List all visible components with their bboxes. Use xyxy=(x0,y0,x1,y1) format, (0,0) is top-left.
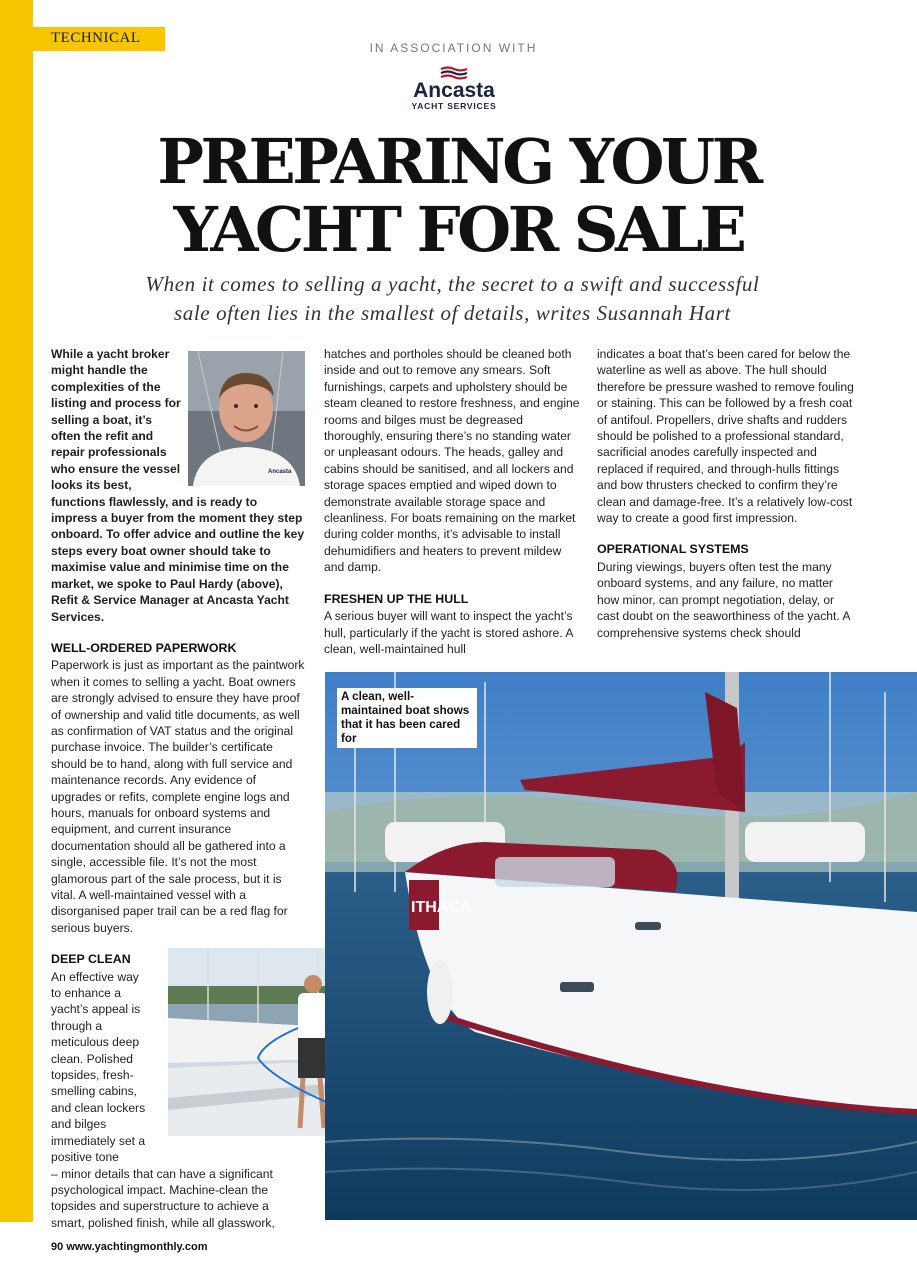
photo-caption: A clean, well-maintained boat shows that it has been cared for xyxy=(337,688,477,748)
sponsor-name: Ancasta xyxy=(413,79,495,102)
standfirst-line-2: sale often lies in the smallest of details, writes Susannah Hart xyxy=(174,301,731,325)
hull-text: A serious buyer will want to inspect the yacht’s hull, particularly if the yacht is stored ashore. A clean, well-maintained hull xyxy=(324,609,573,656)
headline-line-2: YACHT FOR SALE xyxy=(173,193,744,266)
headline xyxy=(0,125,917,266)
sponsor-subtitle: YACHT SERVICES xyxy=(411,101,497,111)
page-number: 90 xyxy=(51,1241,64,1253)
paperwork-text: Paperwork is just as important as the paintwork when it comes to selling a yacht. Boat owners are strongly advised to ensure they have proof of ownership and valid title documents, as well as confirmation of VAT status and the original purchase invoice. The builder’s certificate should be to hand, along with full service and maintenance records. Any evidence of upgrades or refits, complete engine logs and hours, manuals for onboard systems and equipment, and current insurance documentation should all be gathered into a single, accessible file. It’s not the most glamorous part of the sale process, but it is vital. A well-maintained vessel with a disorganised paper trail can be a red flag for serious buyers. xyxy=(51,658,305,935)
main-yacht-photo xyxy=(325,672,917,1220)
portrait-photo xyxy=(188,351,305,486)
website-url[interactable]: www.yachtingmonthly.com xyxy=(66,1241,208,1253)
systems-heading: OPERATIONAL SYSTEMS xyxy=(597,542,749,557)
section-tag: TECHNICAL xyxy=(33,27,165,51)
deep-clean-text-narrow: An effective way to enhance a yacht’s appeal is through a meticulous deep clean. Polished topsides, fresh-smelling cabins, and clean lockers and bilges immediately set a positive tone xyxy=(51,969,146,1165)
svg-text:Ancasta: Ancasta xyxy=(268,469,292,475)
standfirst xyxy=(0,270,905,328)
paperwork-heading: WELL-ORDERED PAPERWORK xyxy=(51,640,237,655)
boat-name-label: ITHACA xyxy=(411,899,472,916)
deep-clean-text-continued: hatches and portholes should be cleaned both inside and out to remove any smears. Soft furnishings, carpets and upholstery should be steam cleaned to restore freshness, and engine rooms and bilges must be degreased thoroughly, ensuring there’s no standing water or unpleasant odours. The heads, galley and cabins should be sanitised, and all lockers and storage spaces emptied and wiped down to demonstrate available storage space and cleanliness. For boats remaining on the market during colder months, it’s advisable to install dehumidifiers and heaters to prevent mildew and damp. xyxy=(324,347,580,575)
standfirst-line-1: When it comes to selling a yacht, the secret to a swift and successful xyxy=(145,272,760,296)
headline-line-1: PREPARING YOUR xyxy=(157,125,760,198)
flag-wave-icon xyxy=(439,66,469,80)
intro-paragraph: While a yacht broker might handle the complexities of the listing and process for selling a boat, it’s often the refit and repair professionals who ensure the vessel looks its best, functions flawlessly, and is ready to impress a buyer from the moment they step onboard. To offer advice and outline the key steps every boat owner should take to maximise value and minimise time on the market, we spoke to Paul Hardy (above), Refit & Service Manager at Ancasta Yacht Services. xyxy=(51,347,305,624)
systems-text: During viewings, buyers often test the many onboard systems, and any failure, no matter how minor, can prompt negotiation, delay, or cast doubt on the seaworthiness of the yacht. A comprehensive systems check should xyxy=(597,559,850,640)
hull-heading: FRESHEN UP THE HULL xyxy=(324,591,469,606)
page-footer xyxy=(51,1241,208,1253)
sponsor-logo xyxy=(384,66,524,122)
hull-text-continued: indicates a boat that’s been cared for below the waterline as well as above. The hull should therefore be pressure washed to remove fouling or staining. This can be followed by a fresh coat of antifoul. Propellers, drive shafts and rudders should be polished to a professional standard, sacrificial anodes carefully inspected and replaced if required, and through-hulls fittings and bow thrusters checked to confirm they’re clean and damage-free. It’s a relatively low-cost way to create a good first impression. xyxy=(597,347,854,526)
deep-clean-heading: DEEP CLEAN xyxy=(51,952,131,967)
column-2 xyxy=(324,346,580,657)
deep-clean-text-wide: – minor details that can have a significant psychological impact. Machine-clean the topsides and superstructure to achieve a smart, polished finish, while all glasswork, xyxy=(51,1166,275,1230)
association-label: IN ASSOCIATION WITH xyxy=(369,41,538,55)
column-3 xyxy=(597,346,855,641)
